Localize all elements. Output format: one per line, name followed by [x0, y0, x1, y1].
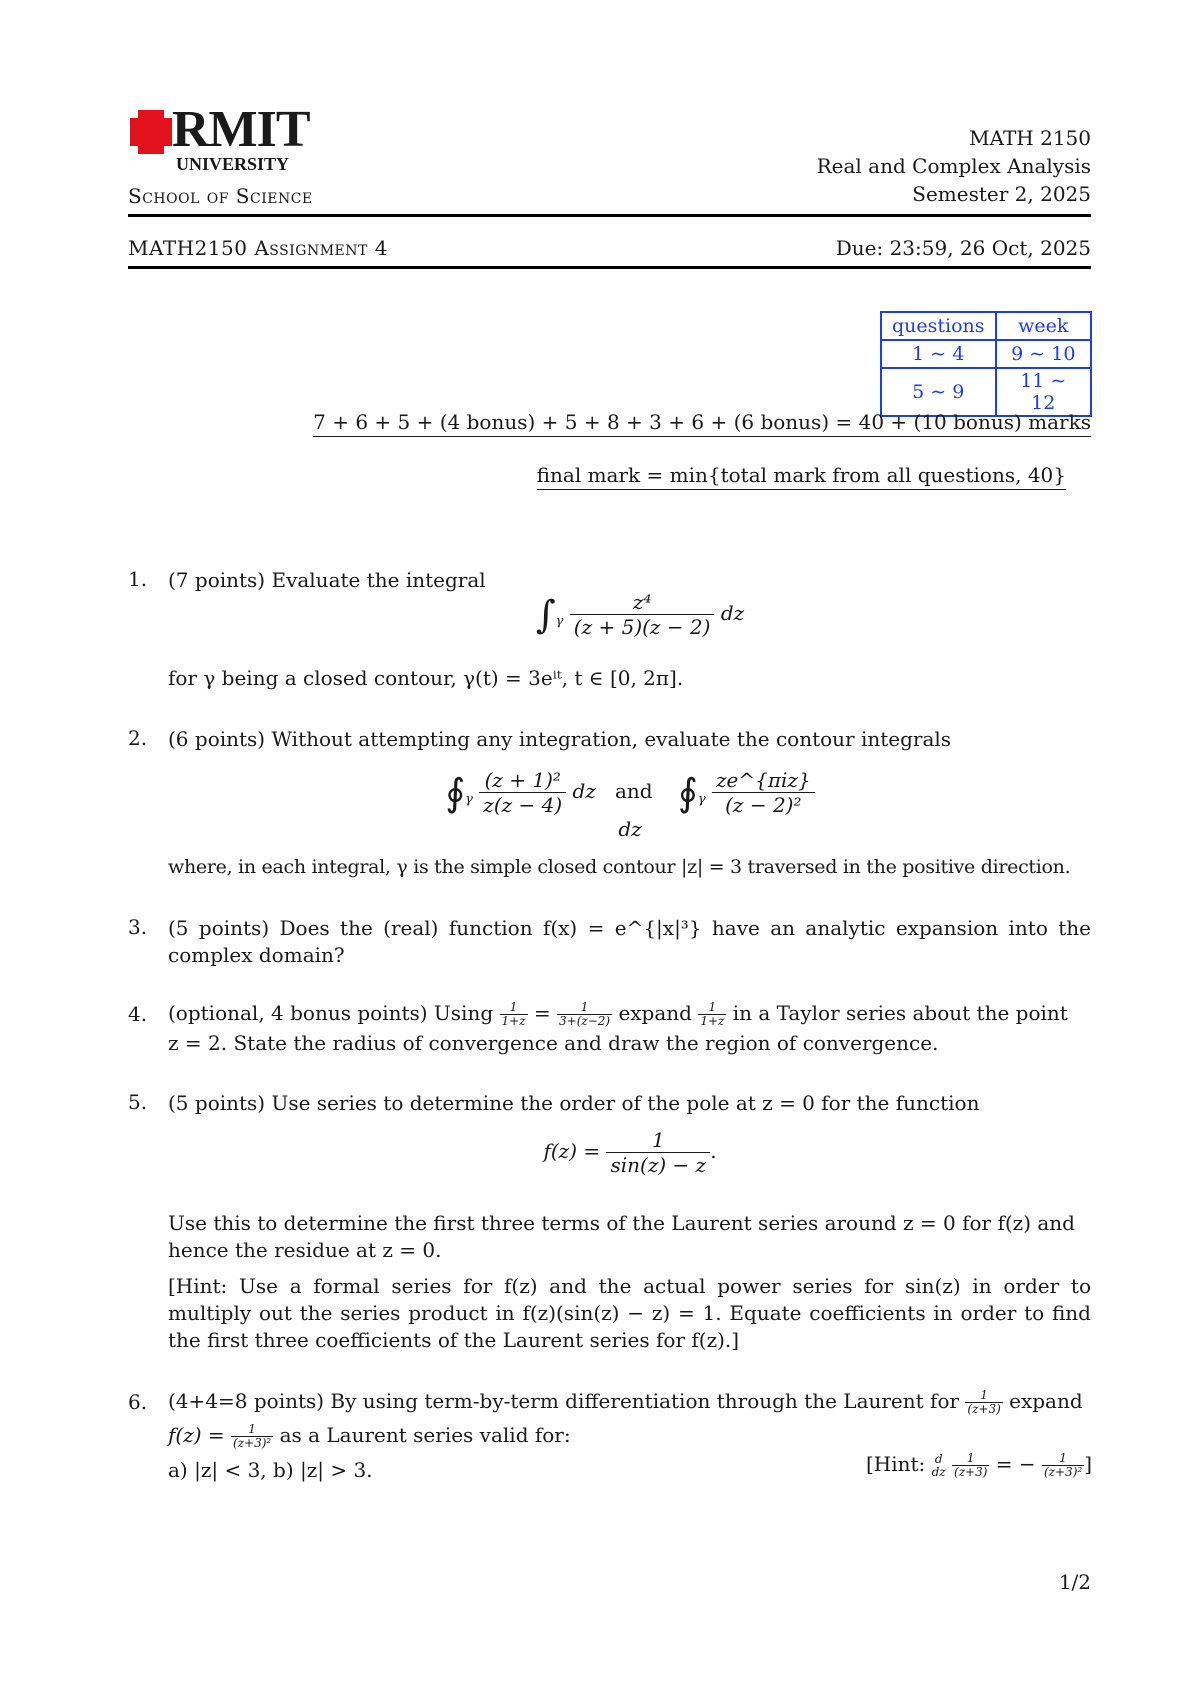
q4-text: (optional, 4 bonus points) Using $\frac{1}{1+z}$ = $\frac{1}{3+(z-2)}$ expand $\frac{1}{1+z}$ in a Taylor series about the point — [168, 1000, 1068, 1028]
logo-main: RMIT — [172, 101, 310, 158]
header-rule-top — [128, 214, 1091, 217]
course-name: Real and Complex Analysis — [816, 154, 1091, 178]
marks-line: 7 + 6 + 5 + (4 bonus) + 5 + 8 + 3 + 6 + (6 bonus) = 40 + (10 bonus) marks — [313, 410, 1091, 437]
school-name: School of Science — [128, 184, 313, 208]
rmit-pixel-icon — [128, 110, 174, 156]
q2-integrals: $∮_\gamma$ $\frac{\text{(z + 1)²}}{z(z - 4)}$ dz and $∮_\gamma$ $\frac{\text{ze\textasciicircum{}\{πiz\}}}{\text{(z − 2)²}}$ dz — [440, 768, 820, 841]
assignment-title: MATH2150 Assignment 4 — [128, 236, 388, 260]
table-row — [881, 368, 1091, 416]
table-row — [881, 340, 1091, 368]
contour-integral-icon: ∮ — [445, 770, 466, 815]
table-header: questions — [881, 312, 996, 340]
q5-text: (5 points) Use series to determine the order of the pole at z = 0 for the function — [168, 1091, 980, 1115]
table-cell: 11 ∼ 12 — [996, 368, 1091, 416]
q3-number: 3. — [128, 915, 148, 939]
q2-number: 2. — [128, 726, 148, 750]
q6-number: 6. — [128, 1390, 148, 1414]
course-code: MATH 2150 — [969, 126, 1091, 150]
q6-parts: a) |z| < 3, b) |z| > 3. — [168, 1458, 373, 1482]
q4-number: 4. — [128, 1002, 148, 1026]
page-number: 1/2 — [1058, 1570, 1091, 1594]
q5-paragraph: Use this to determine the first three terms of the Laurent series around z = 0 for f(z) and hence the residue at z = 0. — [168, 1211, 1075, 1262]
semester: Semester 2, 2025 — [912, 182, 1091, 206]
table-cell: 9 ∼ 10 — [996, 340, 1091, 368]
contour-integral-icon: ∮ — [678, 770, 698, 815]
q2-text: (6 points) Without attempting any integration, evaluate the contour integrals — [168, 727, 952, 751]
logo-sub: UNIVERSITY — [176, 154, 290, 174]
q1-text: (7 points) Evaluate the integral — [168, 568, 486, 592]
q1-tail: for γ being a closed contour, γ(t) = 3eⁱᵗ, t ∈ [0, 2π]. — [168, 666, 684, 690]
table-row — [881, 312, 1091, 340]
q5-number: 5. — [128, 1090, 148, 1114]
logo — [128, 101, 328, 178]
table-cell: 5 ∼ 9 — [881, 368, 996, 416]
q5-formula: f(z) = $\frac{1}{\sin(z) - z}$ . — [543, 1128, 717, 1177]
final-mark: final mark = min{total mark from all questions, 40} — [537, 463, 1066, 490]
table-header: week — [996, 312, 1091, 340]
q5-hint: [Hint: Use a formal series for f(z) and the actual power series for sin(z) in order to multiply out the series product in f(z)(sin(z) − z) = 1. Equate coefficients in order to find the first three coefficients of the Laurent series for f(z).] — [168, 1274, 1091, 1352]
q1-fraction: $\frac{\text{z⁴}}{(z + 5)(z - 2)}$ — [570, 590, 715, 639]
integral-sign-icon: ∫ — [535, 592, 556, 637]
q1-integral: $\int_\gamma$ $\frac{\text{z⁴}}{(z + 5)(z - 2)}$ dz — [535, 590, 745, 639]
table-cell: 1 ∼ 4 — [881, 340, 996, 368]
header-rule-bottom — [128, 266, 1091, 269]
q6-hint: [Hint: d dz $\frac{1}{(z+3)}$ = − $\frac{1}{\text{(z+3)²}}$ ] — [866, 1451, 1092, 1479]
week-table — [880, 311, 1092, 417]
q2-tail: where, in each integral, γ is the simple closed contour |z| = 3 traversed in the positive direction. — [168, 856, 1071, 878]
q4-text-2: z = 2. State the radius of convergence and draw the region of convergence. — [168, 1031, 939, 1055]
q6-text: (4+4=8 points) By using term-by-term differentiation through the Laurent for $\frac{1}{(z+3)}$ expand — [168, 1388, 1083, 1416]
q3-text: (5 points) Does the (real) function f(x) = e^{|x|³} have an analytic expansion into the complex domain? — [168, 916, 1091, 967]
q6-text-2: f(z) = $\frac{1}{\text{(z+3)²}}$ as a Laurent series valid for: — [168, 1422, 571, 1450]
due-date: Due: 23:59, 26 Oct, 2025 — [835, 236, 1091, 260]
q1-number: 1. — [128, 567, 148, 591]
